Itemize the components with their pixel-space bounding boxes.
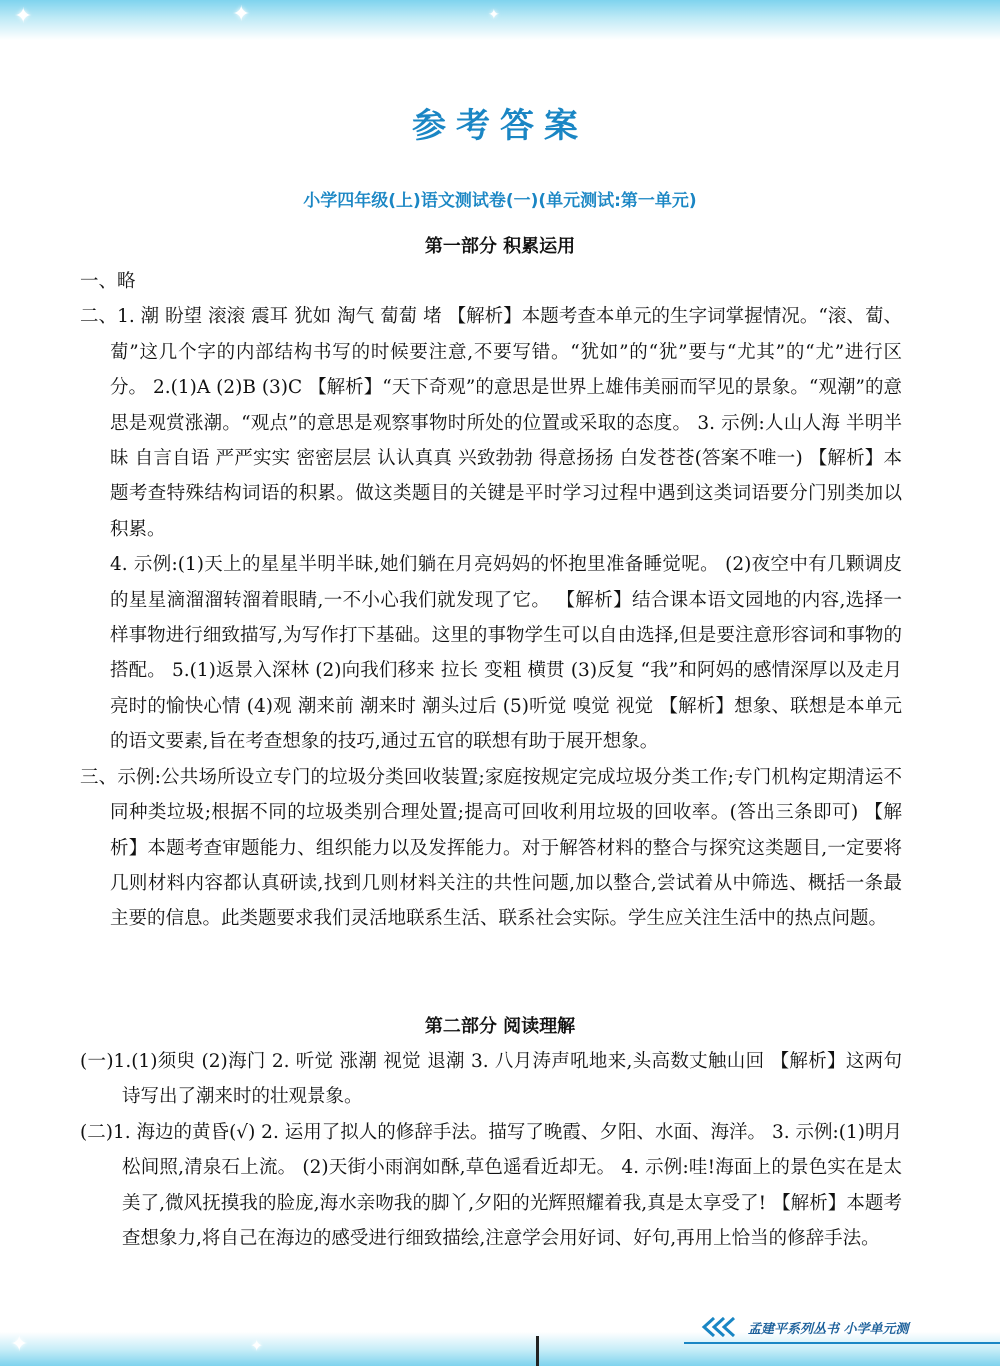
section-heading-part1: 第一部分 积累运用 [424, 236, 576, 257]
answer-item: (二)1. 海边的黄昏(√) 2. 运用了拟人的修辞手法。描写了晚霞、夕阳、水面、海洋。 3. 示例:(1)明月松间照,清泉石上流。 (2)天街小雨润如酥,草色遥看近却无。 4. 示例:哇!海面上的景色实在是太美了,微风抚摸我的脸庞,海水亲吻我的脚丫,夕阳的光辉照耀着我,真是太享受了! 【解析】本题考查想象力,将自己在海边的感受进行细致描绘,注意学会用好词、好句,再用上恰当的修辞手法。 [80, 1121, 902, 1250]
test-subtitle: 小学四年级(上)语文测试卷(一)(单元测试:第一单元) [303, 191, 697, 211]
answer-item: 二、1. 潮 盼望 滚滚 震耳 犹如 淘气 蔔蔔 堵 【解析】本题考查本单元的生字词掌握情况。“滚、蔔、蔔”这几个字的内部结构书写的时候要注意,不要写错。“犹如”的“犹”要与“尤其”的“尤”进行区分。 2.(1)A (2)B (3)C 【解析】“天下奇观”的意思是世界上雄伟美丽而罕见的景象。“观潮”的意思是观赏涨潮。“观点”的意思是观察事物时所处的位置或采取的态度。 3. 示例:人山人海 半明半昧 自言自语 严严实实 密密层层 认认真真 兴致勃勃 得意扬扬 白发苍苍(答案不唯一) 【解析】本题考查特殊结构词语的积累。做这类题目的关键是平时学习过程中遇到这类词语要分门别类加以积累。 [80, 306, 902, 540]
answer-item: 一、略 [80, 271, 136, 292]
top-decorative-band [0, 0, 1000, 40]
footer-series-title: 孟建平系列丛书 小学单元测 [748, 1322, 909, 1337]
answer-body-part2 [80, 1044, 902, 1256]
answer-item: 三、示例:公共场所设立专门的垃圾分类回收装置;家庭按规定完成垃圾分类工作;专门机构定期清运不同种类垃圾;根据不同的垃圾类别合理处置;提高可回收利用垃圾的回收率。(答出三条即可) 【解析】本题考查审题能力、组织能力以及发挥能力。对于解答材料的整合与探究这类题目,一定要将几则材料内容都认真研读,找到几则材料关注的共性问题,加以整合,尝试着从中筛选、概括一条最主要的信息。此类题要求我们灵活地联系生活、联系社会实际。学生应关注生活中的热点问题。 [80, 766, 902, 930]
sparkle-icon: ✦ [232, 2, 251, 27]
arrow-left-icon [700, 1316, 740, 1338]
answer-item: (一)1.(1)须臾 (2)海门 2. 听觉 涨潮 视觉 退潮 3. 八月涛声吼地来,头高数丈触山回 【解析】这两句诗写出了潮来时的壮观景象。 [80, 1051, 902, 1108]
sparkle-icon: ✦ [250, 1336, 264, 1355]
answer-item: 4. 示例:(1)天上的星星半明半昧,她们躺在月亮妈妈的怀抱里准备睡觉呢。 (2)夜空中有几颗调皮的星星滴溜溜转溜着眼睛,一不小心我们就发现了它。 【解析】结合课本语文园地的内容,选择一样事物进行细致描写,为写作打下基础。这里的事物学生可以自由选择,但是要注意形容词和事物的搭配。 5.(1)返景入深林 (2)向我们移来 拉长 变粗 横贯 (3)反复 “我”和阿妈的感情深厚以及走月亮时的愉快心情 (4)观 潮来前 潮来时 潮头过后 (5)听觉 嗅觉 视觉 【解析】想象、联想是本单元的语文要素,旨在考查想象的技巧,通过五官的联想有助于展开想象。 [110, 554, 902, 753]
sparkle-icon: ✦ [488, 7, 500, 23]
sparkle-icon: ✦ [14, 4, 33, 29]
bottom-decorative-band [0, 1332, 1000, 1366]
section-heading-part2: 第二部分 阅读理解 [424, 1016, 576, 1037]
binding-mark [536, 1336, 539, 1366]
sparkle-icon: ✦ [10, 1332, 29, 1357]
footer-rule [684, 1342, 1000, 1344]
answer-body-part1 [80, 264, 902, 937]
page-title: 参考答案 [412, 106, 588, 146]
